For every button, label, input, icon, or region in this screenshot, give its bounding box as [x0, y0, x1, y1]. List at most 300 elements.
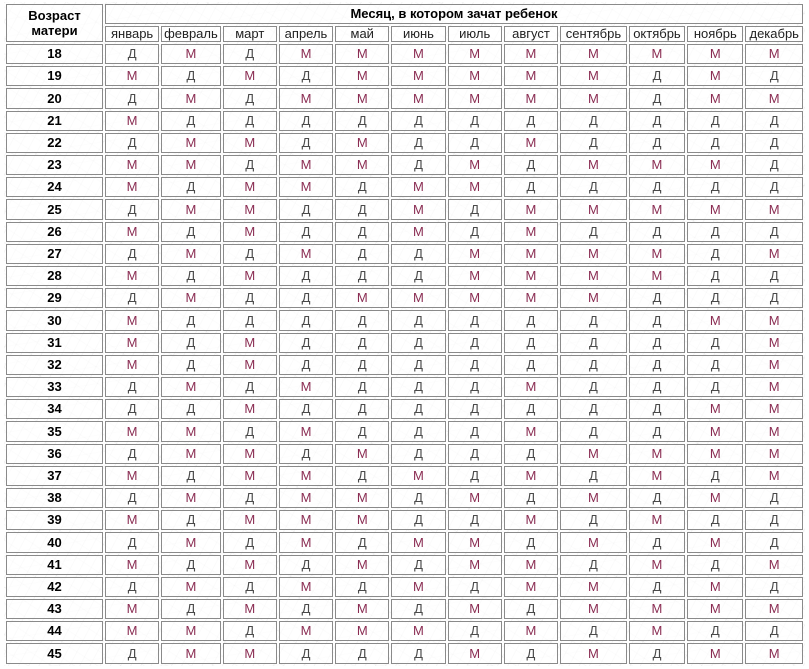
- gender-cell: Д: [687, 333, 743, 353]
- gender-cell: Д: [560, 621, 627, 641]
- gender-cell: М: [687, 444, 743, 464]
- gender-cell: Д: [279, 199, 333, 219]
- gender-cell: М: [223, 643, 277, 664]
- gender-cell: М: [629, 599, 685, 619]
- gender-cell: Д: [105, 44, 159, 64]
- gender-cell: М: [279, 377, 333, 397]
- gender-cell: М: [105, 355, 159, 375]
- gender-cell: М: [448, 266, 502, 286]
- gender-cell: Д: [504, 155, 558, 175]
- mother-age-header: Возраст матери: [6, 4, 103, 42]
- gender-cell: М: [161, 621, 220, 641]
- gender-cell: М: [745, 355, 803, 375]
- gender-cell: М: [161, 488, 220, 508]
- gender-cell: Д: [279, 399, 333, 419]
- gender-cell: Д: [391, 266, 445, 286]
- gender-cell: М: [687, 88, 743, 108]
- gender-cell: Д: [560, 510, 627, 530]
- gender-cell: М: [105, 66, 159, 86]
- gender-cell: М: [629, 510, 685, 530]
- gender-cell: Д: [448, 621, 502, 641]
- gender-cell: Д: [504, 399, 558, 419]
- gender-cell: Д: [105, 577, 159, 597]
- gender-cell: Д: [279, 266, 333, 286]
- gender-cell: Д: [105, 133, 159, 153]
- gender-cell: М: [448, 532, 502, 552]
- gender-cell: М: [745, 466, 803, 486]
- gender-cell: М: [687, 44, 743, 64]
- table-row: [6, 333, 803, 353]
- gender-cell: М: [560, 199, 627, 219]
- gender-cell: Д: [391, 310, 445, 330]
- gender-cell: М: [161, 44, 220, 64]
- gender-cell: М: [629, 244, 685, 264]
- table-row: [6, 355, 803, 375]
- gender-cell: М: [223, 177, 277, 197]
- gender-cell: Д: [448, 111, 502, 131]
- gender-cell: М: [504, 577, 558, 597]
- gender-cell: Д: [223, 377, 277, 397]
- gender-cell: Д: [335, 577, 389, 597]
- mother-age-cell: 30: [6, 310, 103, 330]
- gender-cell: М: [560, 488, 627, 508]
- gender-cell: Д: [335, 177, 389, 197]
- gender-cell: М: [504, 421, 558, 441]
- gender-cell: Д: [223, 44, 277, 64]
- gender-cell: Д: [161, 510, 220, 530]
- gender-cell: Д: [629, 88, 685, 108]
- month-header: ноябрь: [687, 26, 743, 42]
- gender-cell: М: [745, 599, 803, 619]
- gender-cell: Д: [279, 222, 333, 242]
- gender-cell: Д: [687, 133, 743, 153]
- gender-cell: М: [223, 555, 277, 575]
- gender-cell: Д: [391, 133, 445, 153]
- gender-cell: Д: [279, 444, 333, 464]
- gender-cell: М: [223, 266, 277, 286]
- gender-cell: М: [560, 288, 627, 308]
- gender-cell: М: [279, 621, 333, 641]
- gender-cell: М: [105, 466, 159, 486]
- gender-cell: Д: [279, 555, 333, 575]
- gender-cell: М: [448, 88, 502, 108]
- gender-cell: Д: [448, 310, 502, 330]
- gender-cell: Д: [448, 222, 502, 242]
- gender-cell: Д: [629, 333, 685, 353]
- mother-age-cell: 32: [6, 355, 103, 375]
- gender-cell: Д: [745, 222, 803, 242]
- gender-cell: Д: [391, 377, 445, 397]
- gender-cell: Д: [629, 355, 685, 375]
- gender-cell: Д: [335, 244, 389, 264]
- gender-cell: Д: [448, 421, 502, 441]
- gender-cell: Д: [279, 355, 333, 375]
- gender-cell: Д: [335, 199, 389, 219]
- table-body: [6, 44, 803, 664]
- gender-cell: Д: [687, 222, 743, 242]
- gender-cell: М: [161, 155, 220, 175]
- mother-age-cell: 18: [6, 44, 103, 64]
- gender-cell: Д: [279, 599, 333, 619]
- gender-cell: М: [448, 244, 502, 264]
- gender-cell: Д: [629, 421, 685, 441]
- gender-cell: М: [161, 88, 220, 108]
- gender-cell: Д: [687, 466, 743, 486]
- gender-cell: Д: [745, 66, 803, 86]
- gender-cell: Д: [279, 133, 333, 153]
- gender-cell: Д: [223, 577, 277, 597]
- gender-cell: Д: [223, 244, 277, 264]
- gender-cell: М: [391, 44, 445, 64]
- gender-cell: Д: [279, 643, 333, 664]
- gender-cell: М: [687, 577, 743, 597]
- gender-cell: М: [105, 222, 159, 242]
- gender-cell: М: [391, 466, 445, 486]
- gender-cell: М: [560, 444, 627, 464]
- gender-cell: М: [745, 88, 803, 108]
- gender-cell: Д: [161, 555, 220, 575]
- gender-cell: Д: [629, 222, 685, 242]
- gender-cell: М: [687, 532, 743, 552]
- gender-cell: М: [504, 244, 558, 264]
- gender-cell: М: [745, 421, 803, 441]
- gender-cell: Д: [560, 133, 627, 153]
- gender-cell: М: [745, 199, 803, 219]
- table-row: [6, 444, 803, 464]
- gender-cell: М: [161, 377, 220, 397]
- gender-cell: Д: [391, 244, 445, 264]
- gender-cell: М: [687, 488, 743, 508]
- mother-age-cell: 31: [6, 333, 103, 353]
- gender-cell: М: [105, 266, 159, 286]
- table-row: [6, 466, 803, 486]
- gender-cell: Д: [335, 333, 389, 353]
- gender-cell: Д: [560, 466, 627, 486]
- table-row: [6, 66, 803, 86]
- gender-cell: Д: [279, 288, 333, 308]
- gender-cell: Д: [629, 177, 685, 197]
- gender-cell: Д: [161, 333, 220, 353]
- mother-age-cell: 38: [6, 488, 103, 508]
- gender-cell: Д: [161, 399, 220, 419]
- gender-cell: М: [335, 599, 389, 619]
- mother-age-cell: 45: [6, 643, 103, 664]
- gender-cell: М: [223, 599, 277, 619]
- gender-cell: Д: [629, 310, 685, 330]
- gender-cell: М: [560, 599, 627, 619]
- gender-cell: М: [223, 510, 277, 530]
- month-header: июнь: [391, 26, 445, 42]
- table-row: [6, 377, 803, 397]
- gender-cell: М: [391, 288, 445, 308]
- gender-cell: М: [448, 599, 502, 619]
- gender-cell: М: [504, 266, 558, 286]
- gender-cell: М: [629, 466, 685, 486]
- gender-cell: М: [504, 66, 558, 86]
- gender-cell: М: [504, 288, 558, 308]
- gender-cell: Д: [629, 577, 685, 597]
- gender-cell: М: [745, 244, 803, 264]
- gender-cell: М: [161, 643, 220, 664]
- gender-cell: Д: [223, 421, 277, 441]
- gender-cell: М: [745, 399, 803, 419]
- gender-cell: Д: [279, 66, 333, 86]
- gender-cell: Д: [687, 266, 743, 286]
- gender-cell: Д: [629, 288, 685, 308]
- gender-cell: М: [629, 444, 685, 464]
- gender-cell: М: [335, 488, 389, 508]
- gender-cell: Д: [629, 66, 685, 86]
- gender-cell: М: [504, 377, 558, 397]
- table-header: [6, 4, 803, 42]
- gender-cell: М: [448, 155, 502, 175]
- gender-cell: Д: [335, 421, 389, 441]
- gender-cell: М: [745, 44, 803, 64]
- gender-cell: Д: [391, 421, 445, 441]
- gender-cell: Д: [448, 466, 502, 486]
- gender-cell: Д: [223, 310, 277, 330]
- gender-cell: Д: [105, 399, 159, 419]
- gender-cell: Д: [161, 310, 220, 330]
- gender-cell: Д: [161, 599, 220, 619]
- mother-age-cell: 19: [6, 66, 103, 86]
- gender-cell: М: [687, 599, 743, 619]
- gender-cell: Д: [335, 266, 389, 286]
- month-header: август: [504, 26, 558, 42]
- gender-cell: М: [223, 333, 277, 353]
- gender-cell: Д: [504, 310, 558, 330]
- gender-cell: Д: [745, 532, 803, 552]
- gender-cell: Д: [687, 111, 743, 131]
- gender-cell: М: [391, 621, 445, 641]
- gender-cell: М: [335, 621, 389, 641]
- gender-cell: Д: [335, 355, 389, 375]
- gender-cell: М: [161, 199, 220, 219]
- gender-cell: М: [560, 532, 627, 552]
- table-row: [6, 532, 803, 552]
- table-row: [6, 88, 803, 108]
- gender-cell: М: [448, 643, 502, 664]
- gender-cell: Д: [560, 333, 627, 353]
- gender-cell: Д: [105, 532, 159, 552]
- gender-cell: Д: [745, 510, 803, 530]
- gender-cell: Д: [448, 199, 502, 219]
- gender-cell: М: [223, 133, 277, 153]
- gender-cell: Д: [687, 288, 743, 308]
- gender-cell: Д: [745, 288, 803, 308]
- mother-age-cell: 41: [6, 555, 103, 575]
- gender-cell: М: [687, 643, 743, 664]
- gender-cell: Д: [335, 643, 389, 664]
- gender-cell: М: [629, 621, 685, 641]
- mother-age-cell: 44: [6, 621, 103, 641]
- gender-cell: Д: [504, 599, 558, 619]
- gender-cell: М: [745, 444, 803, 464]
- gender-cell: Д: [504, 488, 558, 508]
- gender-cell: Д: [161, 355, 220, 375]
- gender-cell: Д: [560, 377, 627, 397]
- gender-cell: Д: [560, 222, 627, 242]
- gender-cell: М: [560, 244, 627, 264]
- gender-cell: Д: [391, 399, 445, 419]
- gender-cell: М: [279, 155, 333, 175]
- gender-cell: М: [745, 333, 803, 353]
- gender-cell: Д: [504, 355, 558, 375]
- gender-cell: Д: [687, 177, 743, 197]
- gender-cell: Д: [629, 643, 685, 664]
- gender-cell: Д: [161, 466, 220, 486]
- gender-cell: М: [629, 266, 685, 286]
- gender-cell: М: [560, 643, 627, 664]
- gender-cell: М: [279, 466, 333, 486]
- mother-age-cell: 24: [6, 177, 103, 197]
- gender-cell: М: [223, 355, 277, 375]
- table-row: [6, 621, 803, 641]
- table-row: [6, 399, 803, 419]
- gender-cell: Д: [560, 111, 627, 131]
- mother-age-cell: 26: [6, 222, 103, 242]
- gender-cell: М: [448, 177, 502, 197]
- gender-cell: Д: [560, 421, 627, 441]
- gender-cell: Д: [629, 377, 685, 397]
- gender-cell: М: [161, 288, 220, 308]
- gender-cell: М: [504, 133, 558, 153]
- gender-cell: М: [391, 199, 445, 219]
- table-row: [6, 222, 803, 242]
- gender-cell: Д: [504, 444, 558, 464]
- gender-cell: М: [335, 44, 389, 64]
- gender-cell: М: [560, 155, 627, 175]
- gender-cell: Д: [391, 599, 445, 619]
- mother-age-cell: 42: [6, 577, 103, 597]
- gender-cell: М: [448, 66, 502, 86]
- gender-cell: Д: [105, 643, 159, 664]
- gender-cell: М: [629, 44, 685, 64]
- gender-cell: Д: [448, 333, 502, 353]
- gender-cell: Д: [560, 355, 627, 375]
- gender-cell: М: [504, 510, 558, 530]
- gender-cell: Д: [629, 133, 685, 153]
- gender-cell: М: [745, 643, 803, 664]
- gender-cell: Д: [335, 466, 389, 486]
- header-row-caption: [6, 4, 803, 24]
- gender-cell: Д: [391, 355, 445, 375]
- gender-cell: Д: [105, 244, 159, 264]
- gender-cell: Д: [335, 377, 389, 397]
- gender-cell: Д: [335, 111, 389, 131]
- mother-age-cell: 39: [6, 510, 103, 530]
- gender-cell: Д: [687, 621, 743, 641]
- gender-cell: Д: [161, 266, 220, 286]
- gender-cell: Д: [745, 488, 803, 508]
- gender-cell: Д: [279, 111, 333, 131]
- gender-cell: М: [223, 466, 277, 486]
- gender-cell: М: [223, 444, 277, 464]
- gender-cell: М: [223, 222, 277, 242]
- gender-cell: Д: [105, 288, 159, 308]
- gender-cell: М: [161, 532, 220, 552]
- month-header: февраль: [161, 26, 220, 42]
- gender-cell: М: [223, 399, 277, 419]
- gender-cell: Д: [223, 155, 277, 175]
- gender-cell: Д: [335, 532, 389, 552]
- gender-cell: Д: [745, 577, 803, 597]
- mother-age-cell: 33: [6, 377, 103, 397]
- mother-age-cell: 37: [6, 466, 103, 486]
- gender-cell: М: [687, 399, 743, 419]
- gender-table-container: [4, 2, 805, 666]
- gender-cell: Д: [391, 111, 445, 131]
- gender-cell: М: [335, 66, 389, 86]
- gender-cell: Д: [745, 621, 803, 641]
- gender-cell: М: [279, 421, 333, 441]
- gender-cell: М: [629, 199, 685, 219]
- gender-cell: М: [279, 577, 333, 597]
- gender-cell: М: [105, 333, 159, 353]
- gender-cell: М: [279, 510, 333, 530]
- gender-cell: Д: [105, 444, 159, 464]
- gender-cell: Д: [504, 643, 558, 664]
- gender-cell: Д: [279, 310, 333, 330]
- gender-cell: Д: [105, 488, 159, 508]
- gender-cell: М: [279, 532, 333, 552]
- mother-age-cell: 36: [6, 444, 103, 464]
- gender-cell: Д: [629, 111, 685, 131]
- gender-cell: Д: [391, 333, 445, 353]
- table-row: [6, 577, 803, 597]
- gender-cell: Д: [161, 111, 220, 131]
- gender-cell: Д: [687, 377, 743, 397]
- table-row: [6, 555, 803, 575]
- gender-cell: М: [391, 577, 445, 597]
- gender-cell: М: [504, 555, 558, 575]
- gender-cell: М: [448, 555, 502, 575]
- gender-cell: Д: [223, 621, 277, 641]
- table-row: [6, 510, 803, 530]
- gender-cell: М: [687, 310, 743, 330]
- gender-cell: М: [687, 421, 743, 441]
- mother-age-cell: 40: [6, 532, 103, 552]
- gender-cell: Д: [223, 288, 277, 308]
- gender-cell: Д: [448, 399, 502, 419]
- gender-cell: Д: [105, 377, 159, 397]
- gender-cell: Д: [629, 399, 685, 419]
- month-header: май: [335, 26, 389, 42]
- gender-cell: Д: [391, 488, 445, 508]
- month-header: июль: [448, 26, 502, 42]
- gender-cell: Д: [504, 177, 558, 197]
- gender-cell: Д: [391, 643, 445, 664]
- gender-cell: Д: [745, 266, 803, 286]
- gender-cell: Д: [391, 555, 445, 575]
- gender-cell: М: [504, 44, 558, 64]
- gender-cell: Д: [448, 577, 502, 597]
- mother-age-cell: 23: [6, 155, 103, 175]
- gender-cell: Д: [504, 333, 558, 353]
- gender-cell: Д: [504, 111, 558, 131]
- table-row: [6, 177, 803, 197]
- month-header: январь: [105, 26, 159, 42]
- gender-cell: М: [687, 66, 743, 86]
- gender-cell: М: [504, 199, 558, 219]
- gender-cell: М: [448, 288, 502, 308]
- gender-cell: М: [504, 222, 558, 242]
- gender-cell: М: [448, 44, 502, 64]
- gender-cell: М: [279, 44, 333, 64]
- gender-cell: М: [560, 577, 627, 597]
- month-header: март: [223, 26, 277, 42]
- gender-cell: М: [223, 66, 277, 86]
